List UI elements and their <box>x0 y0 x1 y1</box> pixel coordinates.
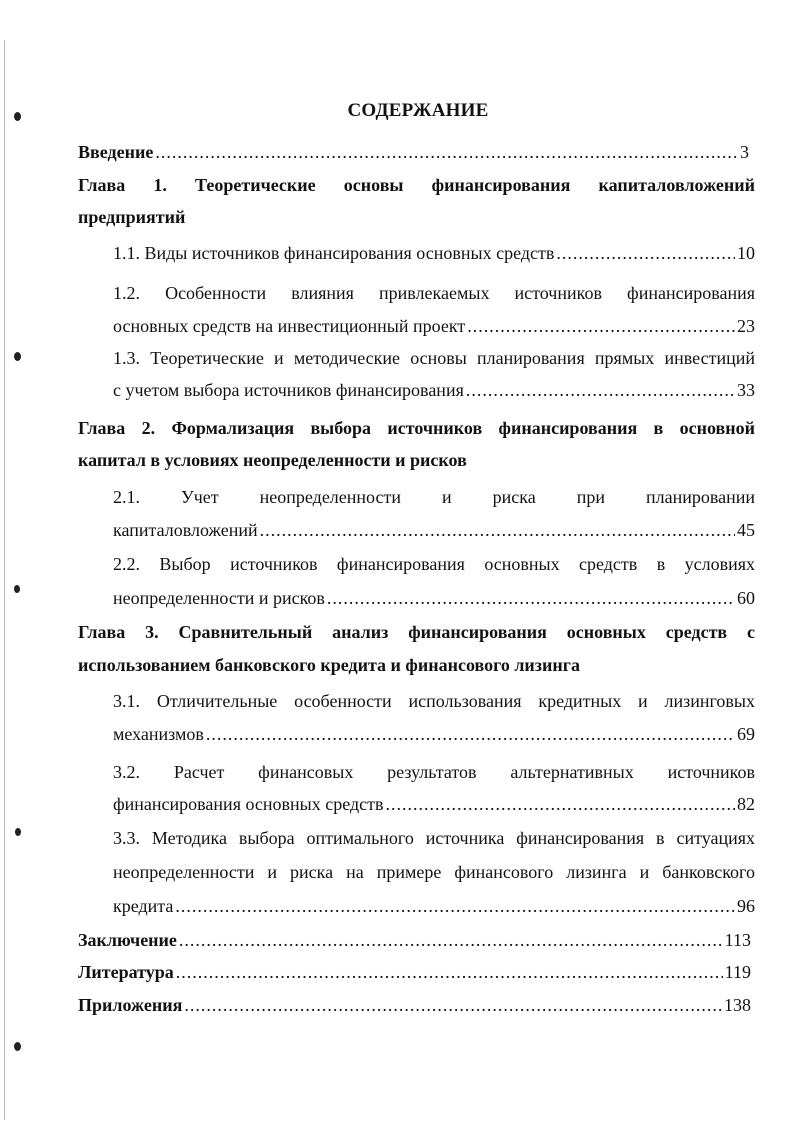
toc-label: Заключение <box>78 930 177 950</box>
dot-leader <box>386 792 735 816</box>
dot-leader <box>175 894 735 918</box>
toc-entry-2-2-line2 <box>113 586 755 610</box>
page-title: СОДЕРЖАНИЕ <box>347 100 489 121</box>
binding-hole-mark <box>14 1042 21 1051</box>
toc-entry-appendix <box>78 993 751 1017</box>
toc-label: Приложения <box>78 995 183 1015</box>
toc-entry-2-1-line1: 2.1. Учет неопределенности и риска при планировании <box>113 487 755 507</box>
toc-entry-conclusion <box>78 928 751 952</box>
toc-page-number: 3 <box>740 142 749 162</box>
toc-label: кредита <box>113 896 174 916</box>
page-edge-line <box>4 40 5 1120</box>
toc-entry-3-1-line2 <box>113 722 755 746</box>
toc-label: с учетом выбора источников финансирования <box>113 380 464 400</box>
toc-entry-3-1-line1: 3.1. Отличительные особенности использования кредитных и лизинговых <box>113 691 755 711</box>
toc-label: основных средств на инвестиционный проект <box>113 316 466 336</box>
toc-page-number: 10 <box>737 243 755 263</box>
toc-page-number: 45 <box>737 520 755 540</box>
toc-page-number: 60 <box>737 588 755 608</box>
toc-label: неопределенности и рисков <box>113 588 325 608</box>
toc-label: Введение <box>78 142 154 162</box>
toc-page-number: 138 <box>724 995 751 1015</box>
dot-leader <box>260 518 735 542</box>
toc-entry-2-2-line1: 2.2. Выбор источников финансирования основных средств в условиях <box>113 554 755 574</box>
toc-chapter-3-line2: использованием банковского кредита и финансового лизинга <box>78 655 580 675</box>
toc-entry-1-3-line1: 1.3. Теоретические и методические основы планирования прямых инвестиций <box>113 348 755 368</box>
toc-chapter-1-line1: Глава 1. Теоретические основы финансирования капиталовложений <box>78 175 755 195</box>
toc-page-number: 119 <box>724 962 751 982</box>
dot-leader <box>556 241 735 265</box>
dot-leader <box>327 586 735 610</box>
dot-leader <box>467 314 735 338</box>
toc-label: капиталовложений <box>113 520 258 540</box>
toc-entry-3-3-line2: неопределенности и риска на примере финансового лизинга и банковского <box>113 862 755 882</box>
toc-page-number: 33 <box>737 380 755 400</box>
toc-page-number: 69 <box>737 724 755 744</box>
toc-chapter-1-line2: предприятий <box>78 207 186 227</box>
toc-page-number: 113 <box>724 930 751 950</box>
toc-chapter-2-line1: Глава 2. Формализация выбора источников финансирования в основной <box>78 418 755 438</box>
dot-leader <box>176 960 723 984</box>
toc-page-number: 82 <box>737 794 755 814</box>
toc-chapter-3-line1: Глава 3. Сравнительный анализ финансирования основных средств с <box>78 622 755 642</box>
toc-entry-1-3-line2 <box>113 378 755 402</box>
toc-entry-3-2-line2 <box>113 792 755 816</box>
toc-page-number: 96 <box>737 896 755 916</box>
dot-leader <box>206 722 735 746</box>
dot-leader <box>466 378 735 402</box>
binding-hole-mark <box>15 828 21 836</box>
toc-label: финансирования основных средств <box>113 794 384 814</box>
toc-page-number: 23 <box>737 316 755 336</box>
toc-entry-1-2-line2 <box>113 314 755 338</box>
toc-entry-1-1 <box>113 241 755 265</box>
toc-entry-3-3-line1: 3.3. Методика выбора оптимального источника финансирования в ситуациях <box>113 828 755 848</box>
toc-entry-1-2-line1: 1.2. Особенности влияния привлекаемых источников финансирования <box>113 283 755 303</box>
binding-hole-mark <box>14 352 21 361</box>
toc-label: Литература <box>78 962 174 982</box>
toc-entry-3-3-line3 <box>113 894 755 918</box>
toc-entry-3-2-line1: 3.2. Расчет финансовых результатов альтернативных источников <box>113 762 755 782</box>
binding-hole-mark <box>14 585 20 593</box>
toc-entry-2-1-line2 <box>113 518 755 542</box>
toc-entry-intro <box>78 140 749 164</box>
toc-label: механизмов <box>113 724 204 744</box>
dot-leader <box>184 993 722 1017</box>
dot-leader <box>155 140 738 164</box>
toc-label: 1.1. Виды источников финансирования основных средств <box>113 243 555 263</box>
toc-chapter-2-line2: капитал в условиях неопределенности и рисков <box>78 450 467 470</box>
toc-entry-literature <box>78 960 751 984</box>
dot-leader <box>179 928 723 952</box>
